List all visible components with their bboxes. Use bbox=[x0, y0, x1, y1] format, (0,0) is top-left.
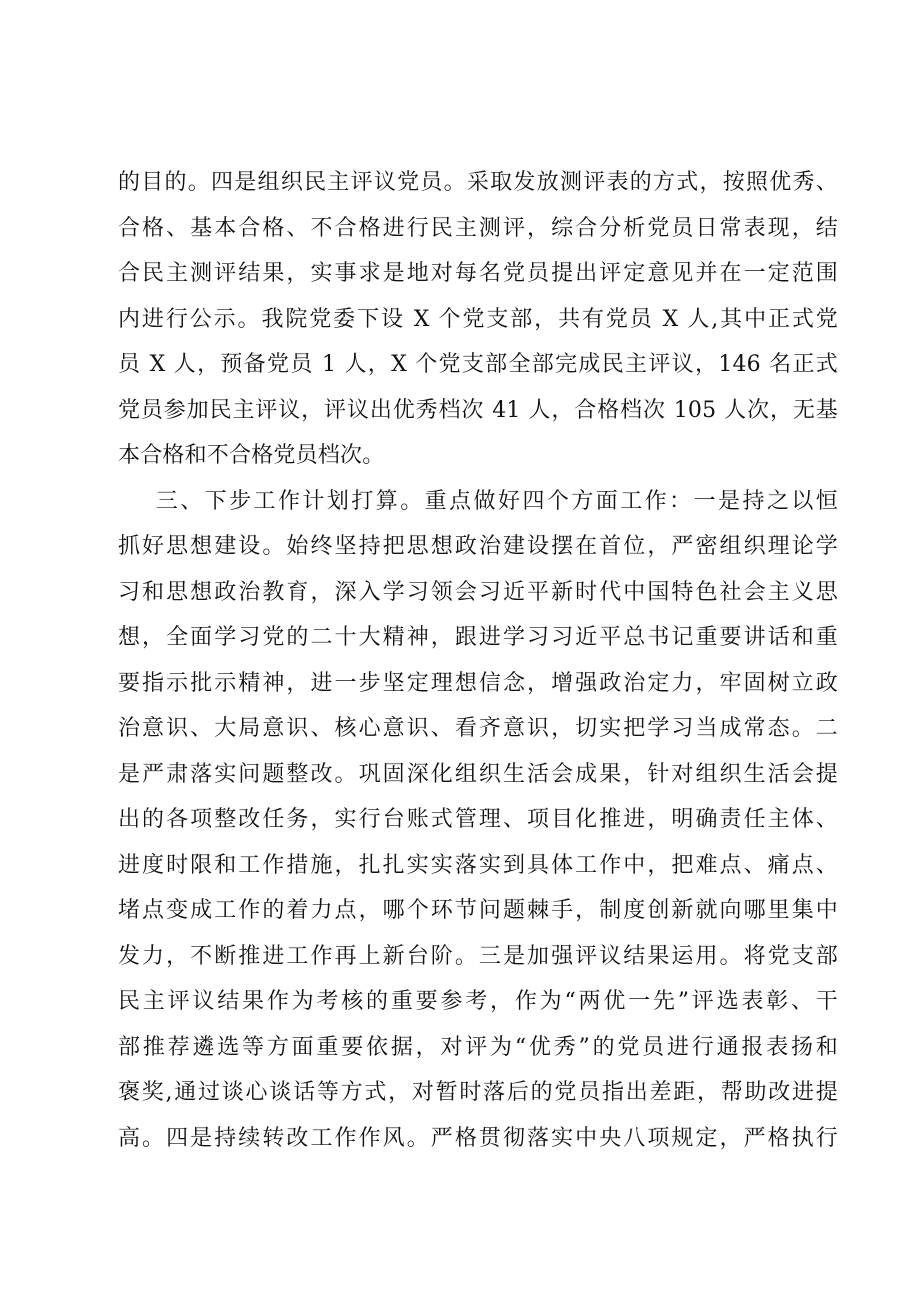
text-line: 进度时限和工作措施，扎扎实实落实到具体工作中，把难点、痛点、 bbox=[118, 852, 838, 878]
text-line: 高。四是持续转改工作作风。严格贯彻落实中央八项规定，严格执行 bbox=[118, 1125, 838, 1151]
text-line: 内进行公示。我院党委下设 X 个党支部，共有党员 X 人,其中正式党 bbox=[118, 306, 838, 332]
text-line: 出的各项整改任务，实行台账式管理、项目化推进，明确责任主体、 bbox=[118, 807, 838, 832]
text-line: 本合格和不合格党员档次。 bbox=[118, 443, 385, 468]
text-line: 治意识、大局意识、核心意识、看齐意识，切实把学习当成常态。二 bbox=[118, 716, 838, 741]
text-line: 习和思想政治教育，深入学习领会习近平新时代中国特色社会主义思 bbox=[118, 579, 838, 605]
document-body bbox=[118, 160, 838, 1161]
text-line: 员 X 人，预备党员 1 人，X 个党支部全部完成民主评议，146 名正式 bbox=[118, 352, 838, 377]
text-line: 合格、基本合格、不合格进行民主测评，综合分析党员日常表现，结 bbox=[118, 215, 838, 241]
text-line: 党员参加民主评议，评议出优秀档次 41 人，合格档次 105 人次，无基 bbox=[118, 397, 838, 423]
text-line: 要指示批示精神，进一步坚定理想信念，增强政治定力，牢固树立政 bbox=[118, 670, 838, 696]
text-line: 抓好思想建设。始终坚持把思想政治建设摆在首位，严密组织理论学 bbox=[118, 534, 838, 559]
text-line: 的目的。四是组织民主评议党员。采取发放测评表的方式，按照优秀、 bbox=[118, 170, 838, 195]
text-line: 想，全面学习党的二十大精神，跟进学习习近平总书记重要讲话和重 bbox=[118, 625, 838, 650]
text-line: 合民主测评结果，实事求是地对每名党员提出评定意见并在一定范围 bbox=[118, 261, 838, 286]
text-line: 三、下步工作计划打算。重点做好四个方面工作：一是持之以恒 bbox=[118, 488, 838, 514]
text-line: 民主评议结果作为考核的重要参考，作为“两优一先”评选表彰、干 bbox=[118, 989, 838, 1014]
text-line: 发力，不断推进工作再上新台阶。三是加强评议结果运用。将党支部 bbox=[118, 943, 838, 969]
text-line: 是严肃落实问题整改。巩固深化组织生活会成果，针对组织生活会提 bbox=[118, 761, 838, 787]
text-line: 褒奖,通过谈心谈话等方式，对暂时落后的党员指出差距，帮助改进提 bbox=[118, 1080, 838, 1105]
text-line: 堵点变成工作的着力点，哪个环节问题棘手，制度创新就向哪里集中 bbox=[118, 898, 838, 923]
text-line: 部推荐遴选等方面重要依据，对评为“优秀”的党员进行通报表扬和 bbox=[118, 1034, 838, 1060]
